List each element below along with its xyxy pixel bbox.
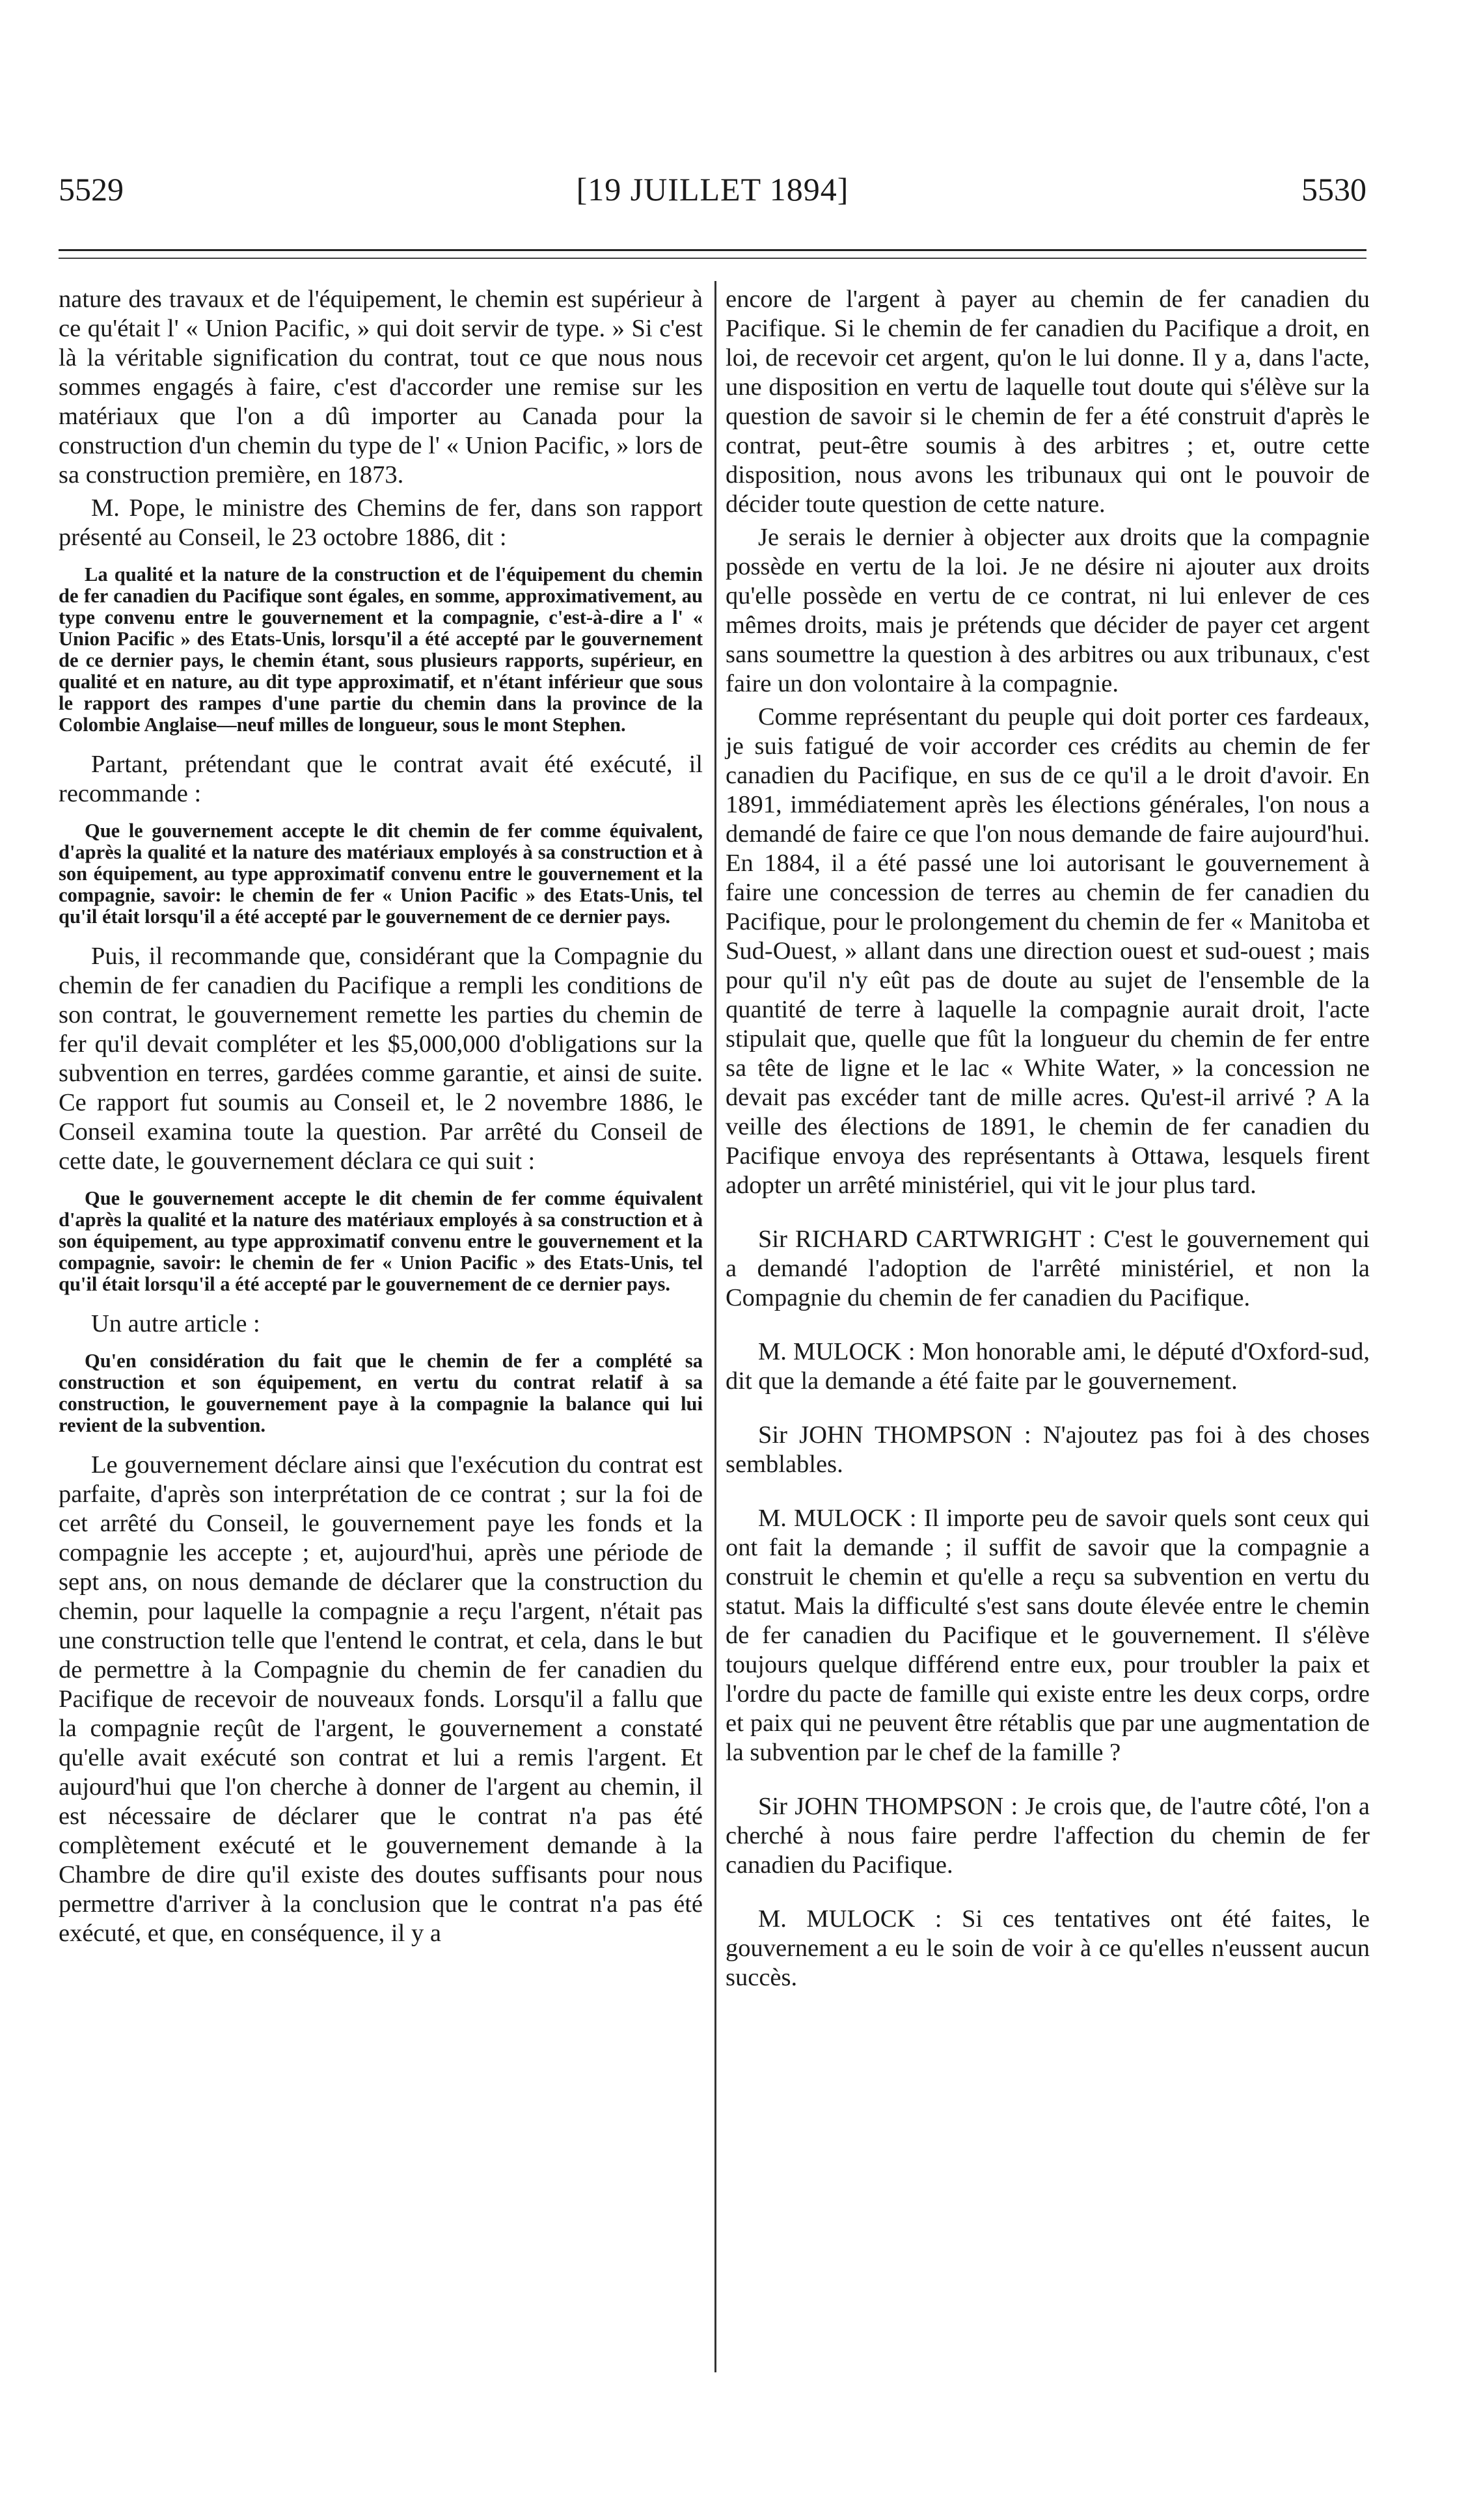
quoted-order-in-council: Que le gouvernement accepte le dit chemin de fer comme équivalent d'après la qualité et la nature des matériaux employés à sa construction et à son équipement, au type approximatif convenu entre le gouvernement et la compagnie, savoir: le chemin de fer « Union Pacific » des Etats-Unis, tel qu'il était lorsqu'il a été accepté par le gouvernement de ce dernier pays. bbox=[59, 1187, 703, 1295]
speech-cartwright: Sir RICHARD CARTWRIGHT : C'est le gouvernement qui a demandé l'adoption de l'arrêté ministériel, et non la Compagnie du chemin de fer canadien du Pacifique. bbox=[726, 1226, 1370, 1311]
page-number-left: 5529 bbox=[59, 171, 124, 208]
paragraph: Le gouvernement déclare ainsi que l'exécution du contrat est parfaite, d'après son interprétation de ce contrat ; sur la foi de cet arrêté du Conseil, le gouvernement paye les fonds et la compagnie les accepte ; et, aujourd'hui, après une période de sept ans, on nous demande de déclarer que la construction du chemin, pour laquelle la compagnie a reçu l'argent, n'était pas une construction telle que l'entend le contrat, et cela, dans le but de permettre à la Compagnie du chemin de fer canadien du Pacifique de recevoir de nouveaux fonds. Lorsqu'il a fallu que la compagnie reçût de l'argent, le gouvernement a constaté qu'elle avait exécuté son contrat et lui a remis l'argent. Et aujourd'hui que l'on cherche à donner de l'argent au chemin, il est nécessaire de déclarer que le contrat n'a pas été complètement exécuté et le gouvernement demande à la Chambre de dire qu'il existe des doutes suffisants pour nous permettre d'arriver à la conclusion que le contrat n'a pas été exécuté, et que, en conséquence, il y a bbox=[59, 1451, 703, 1947]
paragraph: Puis, il recommande que, considérant que la Compagnie du chemin de fer canadien du Pacifique a rempli les conditions de son contrat, le gouvernement remette les parties du chemin de fer qu'il devait compléter et les $5,000,000 d'obligations sur la subvention en terres, gardées comme garantie, et ainsi de suite. Ce rapport fut soumis au Conseil et, le 2 novembre 1886, le Conseil examina toute la question. Par arrêté du Conseil de cette date, le gouvernement déclara ce qui suit : bbox=[59, 943, 703, 1175]
page-header bbox=[59, 170, 1366, 222]
speech-mulock: M. MULOCK : Si ces tentatives ont été faites, le gouvernement a eu le soin de voir à ce qu'elles n'eussent aucun succès. bbox=[726, 1905, 1370, 1991]
paragraph: encore de l'argent à payer au chemin de fer canadien du Pacifique. Si le chemin de fer canadien du Pacifique a droit, en loi, de recevoir cet argent, qu'on le lui donne. Il y a, dans l'acte, une disposition en vertu de laquelle tout doute qui s'élève sur la question de savoir si le chemin de fer a été construit d'après le contrat, peut-être soumis à des arbitres ; et, outre cette disposition, nous avons les tribunaux qui ont le pouvoir de décider toute question de cette nature. bbox=[726, 286, 1370, 518]
paragraph: M. Pope, le ministre des Chemins de fer, dans son rapport présenté au Conseil, le 23 octobre 1886, dit : bbox=[59, 494, 703, 551]
quoted-report: La qualité et la nature de la construction et de l'équipement du chemin de fer canadien du Pacifique sont égales, en somme, approximativement, au type convenu entre le gouvernement et la compagnie, c'est-à-dire a l' « Union Pacific » des Etats-Unis, lorsqu'il a été accepté par le gouvernement de ce dernier pays, le chemin étant, sous plusieurs rapports, supérieur, en qualité et en nature, au dit type approximatif, et n'étant inférieur que sous le rapport des rampes d'une partie du chemin dans la province de la Colombie Anglaise—neuf milles de longueur, sous le mont Stephen. bbox=[59, 563, 703, 736]
paragraph: nature des travaux et de l'équipement, le chemin est supérieur à ce qu'était l' « Union Pacific, » qui doit servir de type. » Si c'est là la véritable signification du contrat, tout ce que nous nous sommes engagés à faire, c'est d'accorder une remise sur les matériaux que l'on a dû importer au Canada pour la construction d'un chemin du type de l' « Union Pacific, » lors de sa construction première, en 1873. bbox=[59, 286, 703, 489]
speech-mulock: M. MULOCK : Mon honorable ami, le député d'Oxford-sud, dit que la demande a été faite par le gouvernement. bbox=[726, 1338, 1370, 1395]
page-date: [19 JUILLET 1894] bbox=[576, 171, 849, 208]
paragraph: Comme représentant du peuple qui doit porter ces fardeaux, je suis fatigué de voir accorder ces crédits au chemin de fer canadien du Pacifique, en sus de ce qu'il a le droit d'avoir. En 1891, immédiatement après les élections générales, l'on nous a demandé de faire ce que l'on nous demande de faire aujourd'hui. En 1884, il a été passé une loi autorisant le gouvernement à faire une concession de terres au chemin de fer canadien du Pacifique, pour le prolongement du chemin de fer « Manitoba et Sud-Ouest, » allant dans une direction ouest et sud-ouest ; mais pour qu'il n'y eût pas de doute au sujet de l'ensemble de la quantité de terre à laquelle la compagnie aurait droit, l'acte stipulait que, quelle que fût la longueur du chemin de fer entre sa tête de ligne et le lac « White Water, » la concession ne devait pas excéder tant de mille acres. Qu'est-il arrivé ? A la veille des élections de 1891, le chemin de fer canadien du Pacifique envoya des représentants à Ottawa, lesquels firent adopter un arrêté ministériel, qui vit le jour plus tard. bbox=[726, 703, 1370, 1199]
paragraph: Un autre article : bbox=[91, 1310, 260, 1337]
speech-thompson: Sir JOHN THOMPSON : N'ajoutez pas foi à des choses semblables. bbox=[726, 1421, 1370, 1478]
quoted-recommendation: Que le gouvernement accepte le dit chemin de fer comme équivalent, d'après la qualité et la nature des matériaux employés à sa construction et à son équipement, au type approximatif convenu entre le gouvernement et la compagnie, savoir: le chemin de fer « Union Pacific » des Etats-Unis, tel qu'il était lorsqu'il a été accepté par le gouvernement de ce dernier pays. bbox=[59, 820, 703, 928]
right-column bbox=[726, 285, 1370, 1996]
left-column bbox=[59, 285, 703, 1952]
speech-mulock: M. MULOCK : Il importe peu de savoir quels sont ceux qui ont fait la demande ; il suffit de savoir que la compagnie a construit le chemin et qu'elle a reçu sa subvention en vertu du statut. Mais la difficulté s'est sans doute élevée entre le chemin de fer canadien du Pacifique et le gouvernement. Il s'élève toujours quelque différend entre eux, pour troubler la paix et l'ordre du pacte de famille qui existe entre les deux corps, ordre et paix qui ne peuvent être rétablis que par une augmentation de la subvention par le chef de la famille ? bbox=[726, 1505, 1370, 1766]
quoted-article: Qu'en considération du fait que le chemin de fer a complété sa construction et son équipement, en vertu du contrat relatif à sa construction, le gouvernement paye à la compagnie la balance qui lui revient de la subvention. bbox=[59, 1350, 703, 1436]
speech-thompson: Sir JOHN THOMPSON : Je crois que, de l'autre côté, l'on a cherché à nous faire perdre l'affection du chemin de fer canadien du Pacifique. bbox=[726, 1793, 1370, 1879]
page-number-right: 5530 bbox=[1301, 171, 1366, 208]
paragraph: Partant, prétendant que le contrat avait été exécuté, il recommande : bbox=[59, 751, 703, 807]
paragraph: Je serais le dernier à objecter aux droits que la compagnie possède en vertu de la loi. Je ne désire ni ajouter aux droits qu'elle possède en vertu de ce contrat, ni lui enlever de ces mêmes droits, mais je prétends que décider de payer cet argent sans soumettre la question à des arbitres ou aux tribunaux, c'est faire un don volontaire à la compagnie. bbox=[726, 524, 1370, 697]
header-rule-bottom bbox=[59, 258, 1366, 259]
header-rule-top bbox=[59, 249, 1366, 251]
column-divider bbox=[714, 281, 716, 2372]
